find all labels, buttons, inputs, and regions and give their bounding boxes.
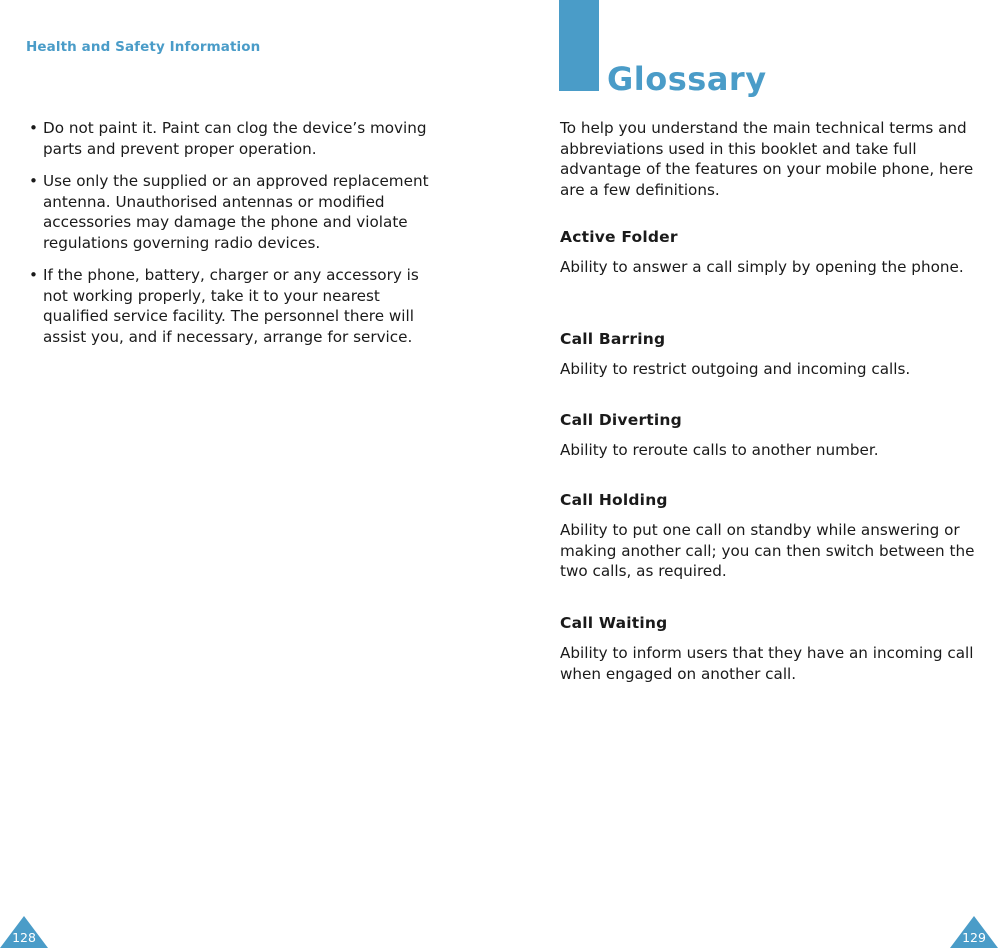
page-number-left [0, 908, 48, 948]
glossary-definition: Ability to inform users that they have an incoming call when engaged on another call. [560, 644, 974, 683]
running-head: Health and Safety Information [26, 39, 261, 55]
bullet-list [26, 118, 438, 359]
glossary-term: Call Holding [560, 491, 668, 509]
glossary-definition: Ability to restrict outgoing and incoming calls. [560, 360, 911, 378]
bullet-item [26, 265, 438, 347]
glossary-term: Active Folder [560, 228, 678, 246]
bullet-text: If the phone, battery, charger or any accessory is not working properly, take it to your nearest qualified service facility. The personnel there will assist you, and if necessary, arrange for service. [43, 266, 419, 346]
glossary-definition: Ability to answer a call simply by opening the phone. [560, 258, 964, 276]
bullet-symbol: • [29, 266, 38, 284]
page-title: Glossary [607, 60, 767, 98]
glossary-definition: Ability to reroute calls to another number. [560, 441, 879, 459]
bullet-item [26, 171, 438, 253]
bullet-item [26, 118, 438, 159]
bullet-text: Do not paint it. Paint can clog the device’s moving parts and prevent proper operation. [43, 119, 427, 158]
glossary-term: Call Diverting [560, 411, 682, 429]
glossary-intro: To help you understand the main technical terms and abbreviations used in this booklet and take full advantage of the features on your mobile phone, here are a few definitions. [560, 119, 974, 199]
page-number-text: 129 [962, 930, 986, 945]
page-number-right [950, 908, 998, 948]
bullet-text: Use only the supplied or an approved replacement antenna. Unauthorised antennas or modified accessories may damage the phone and violate regulations governing radio devices. [43, 172, 429, 252]
glossary-term: Call Barring [560, 330, 666, 348]
glossary-term: Call Waiting [560, 614, 668, 632]
bullet-symbol: • [29, 172, 38, 190]
title-accent-block [559, 0, 599, 91]
bullet-symbol: • [29, 119, 38, 137]
page-number-text: 128 [12, 930, 36, 945]
glossary-definition: Ability to put one call on standby while answering or making another call; you can then switch between the two calls, as required. [560, 521, 975, 580]
